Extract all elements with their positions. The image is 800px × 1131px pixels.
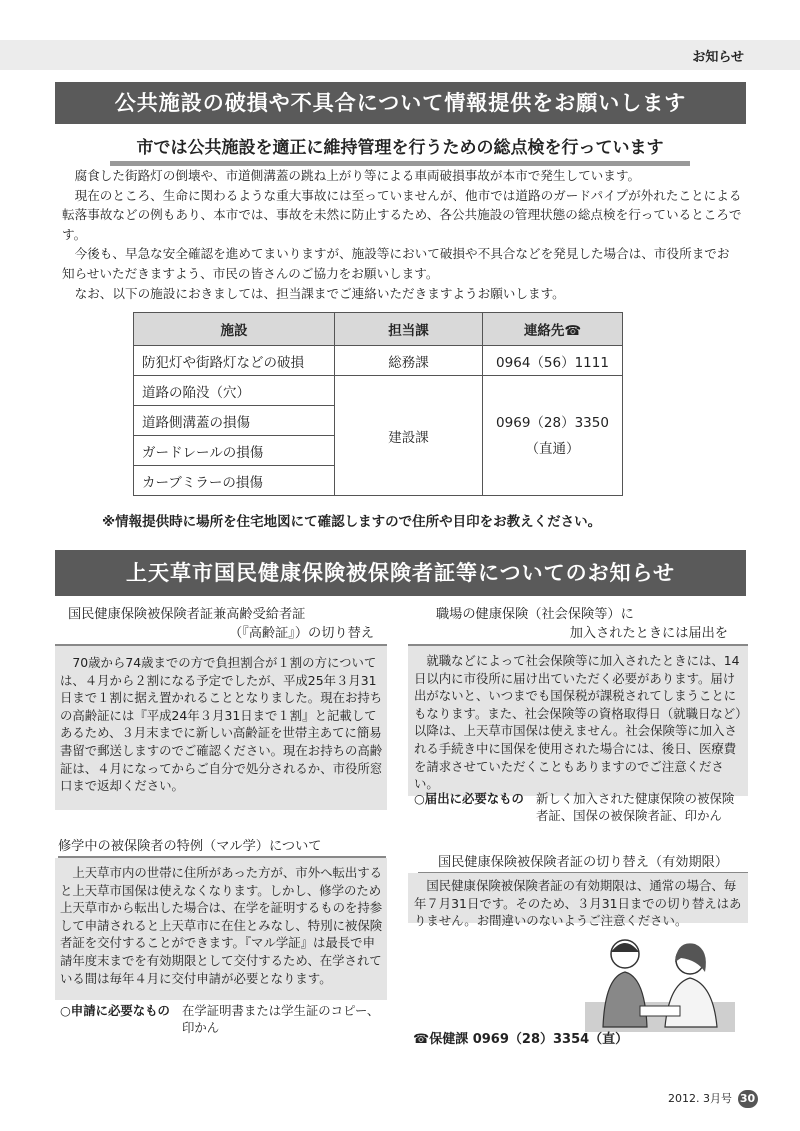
page-footer	[668, 1090, 758, 1108]
right-sec2-title: 国民健康保険被保険者証の切り替え（有効期限）	[418, 851, 748, 874]
dept-cell: 総務課	[335, 346, 483, 376]
issue-label: 2012. 3月号	[668, 1092, 732, 1105]
article2-title: 上天草市国民健康保険被保険者証等についてのお知らせ	[55, 550, 746, 596]
needs-value: 新しく加入された健康保険の被保険者証、国保の被保険者証、印かん	[536, 791, 735, 823]
facility-cell: カーブミラーの損傷	[134, 466, 335, 496]
right-sec1-title	[418, 603, 748, 641]
header-dept: 担当課	[335, 313, 483, 346]
article1-title: 公共施設の破損や不具合について情報提供をお願いします	[55, 82, 746, 124]
title-line: 加入されたときには届出を	[569, 626, 728, 641]
article1-subtitle: 市では公共施設を適正に維持管理を行うための総点検を行っています	[110, 133, 690, 166]
info-note: ※情報提供時に場所を住宅地図にて確認しますので住所や目印をお教えください。	[102, 514, 602, 530]
facility-cell: 道路の陥没（穴）	[134, 376, 335, 406]
paragraph: 国民健康保険被保険者証の有効期限は、通常の場合、毎年７月31日です。そのため、３月31日までの切り替えはありません。お間違いのないようご注意ください。	[414, 878, 742, 929]
right-sec1-body	[414, 652, 746, 793]
article1-body	[62, 166, 742, 303]
facility-cell: 防犯灯や街路灯などの破損	[134, 346, 335, 376]
consultation-illustration	[585, 932, 735, 1032]
table-header-row	[134, 313, 623, 346]
paragraph: なお、以下の施設におきましては、担当課までご連絡いただきますようお願いします。	[74, 285, 565, 301]
left-sec1-body	[60, 654, 384, 795]
left-sec2-body	[60, 864, 384, 987]
right-sec2-body	[414, 877, 746, 930]
left-sec2-title: 修学中の被保険者の特例（マル学）について	[58, 835, 386, 858]
title-line: （『高齢証』）の切り替え	[228, 626, 374, 641]
header-facility: 施設	[134, 313, 335, 346]
title-line: 国民健康保険被保険者証兼高齢受給者証	[68, 607, 306, 622]
dept-cell: 建設課	[335, 376, 483, 496]
left-sec1-title	[68, 603, 386, 641]
contact-table	[133, 312, 623, 496]
health-dept-contact: ☎保健課 0969（28）3354（直）	[413, 1032, 629, 1047]
needs-label: ○届出に必要なもの	[414, 791, 524, 806]
table-row	[134, 376, 623, 406]
paragraph: 今後も、早急な安全確認を進めてまいりますが、施設等において破損や不具合などを発見した場合は、市役所までお知らせいただきますよう、市民の皆さんのご協力をお願いします。	[62, 246, 730, 281]
section-tag: お知らせ	[692, 50, 744, 65]
needs-value: 在学証明書または学生証のコピー、印かん	[182, 1003, 380, 1035]
phone-note: （直通）	[525, 440, 580, 457]
needs-label: ○申請に必要なもの	[60, 1003, 170, 1018]
phone-number: 0969（28）3350	[496, 414, 609, 431]
phone-cell	[483, 376, 623, 496]
phone-cell: 0964（56）1111	[483, 346, 623, 376]
paragraph: 腐食した街路灯の倒壊や、市道側溝蓋の跳ね上がり等による車両破損事故が本市で発生しています。	[74, 168, 641, 183]
header-bar	[0, 40, 800, 70]
paragraph: 就職などによって社会保険等に加入されたときには、14日以内に市役所に届け出ていただく必要があります。届け出がないと、いつまでも国保税が課税されてしまうことにもなります。また、社会保険等の資格取得日（就職日など）以降は、上天草市国保は使えません。社会保険等に加入される手続き中に国保を使用された場合には、後日、医療費を請求させていただくこともありますのでご注意ください。	[414, 653, 742, 792]
title-line: 職場の健康保険（社会保険等）に	[436, 607, 634, 622]
right-sec1-needs	[414, 790, 746, 824]
facility-cell: ガードレールの損傷	[134, 436, 335, 466]
paragraph: 現在のところ、生命に関わるような重大事故には至っていませんが、他市では道路のガードパイプが外れたことによる転落事故などの例もあり、本市では、事故を未然に防止するため、各公共施設の管理状態の総点検を行っているところです。	[62, 187, 742, 242]
table-row	[134, 346, 623, 376]
page-number: 30	[738, 1090, 758, 1108]
header-contact: 連絡先☎	[483, 313, 623, 346]
paragraph: 70歳から74歳までの方で負担割合が１割の方については、４月から２割になる予定でしたが、平成25年３月31日まで１割に据え置かれることとなりました。現在お持ちの高齢証には『平成24年３月31日まで１割』と記載してあるため、３月末までに新しい高齢証を世帯主あてに簡易書留で郵送しますのでご確認ください。現在お持ちの高齢証は、４月になってからご自分で処分されるか、市役所窓口まで返却ください。	[60, 655, 383, 794]
left-sec2-needs	[60, 1002, 384, 1036]
facility-cell: 道路側溝蓋の損傷	[134, 406, 335, 436]
paragraph: 上天草市内の世帯に住所があった方が、市外へ転出すると上天草市国保は使えなくなります。しかし、修学のため上天草市から転出した場合は、在学を証明するものを持参して申請されると上天草市に在住とみなし、特別に被保険者証を交付することができます。『マル学証』は最長で申請年度末までを有効期限として交付するため、在学されている間は毎年４月に交付申請が必要となります。	[60, 865, 383, 986]
